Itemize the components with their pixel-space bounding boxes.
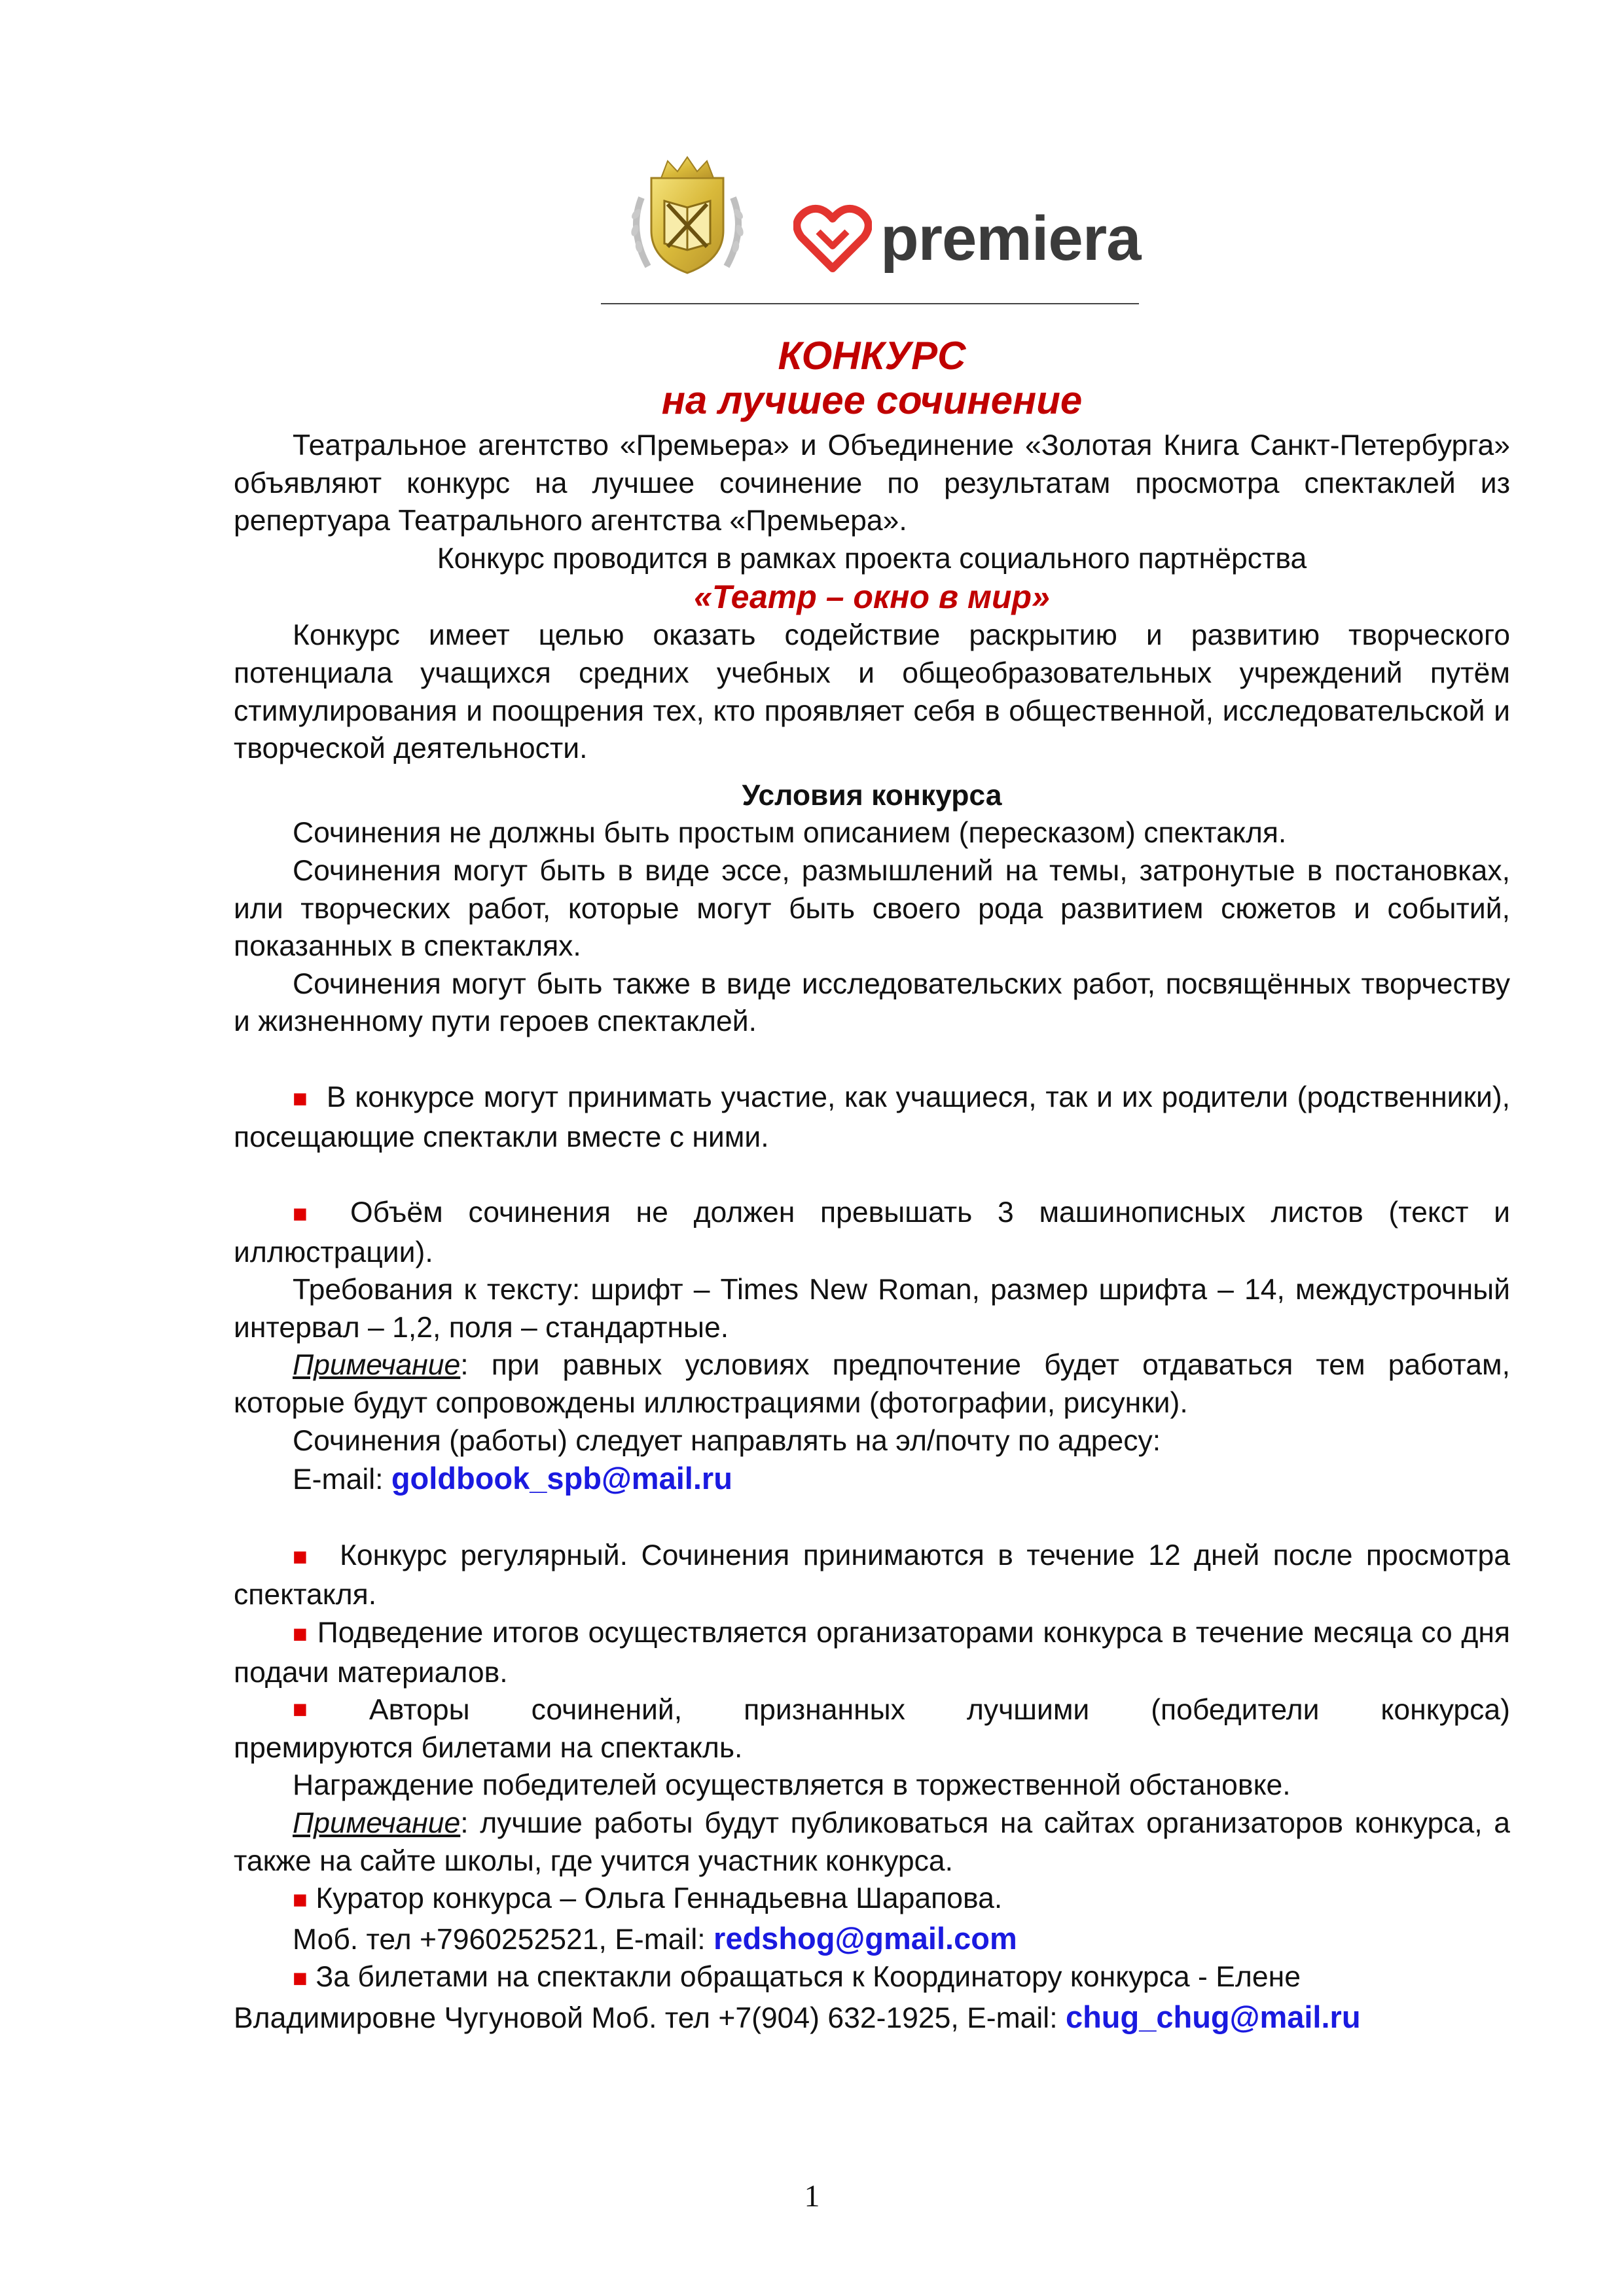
curator-email-link[interactable]: redshog@gmail.com	[713, 1920, 1017, 1956]
bullet-regular-text: Конкурс регулярный. Сочинения принимаются в течение 12 дней после просмотра спектакля.	[234, 1539, 1510, 1611]
email-label: E-mail:	[293, 1463, 391, 1496]
award-ceremony: Награждение победителей осуществляется в торжественной обстановке.	[293, 1769, 1291, 1802]
bullet-square-icon: ■	[293, 1696, 308, 1724]
conditions-heading: Условия конкурса	[742, 779, 1002, 812]
conditions-paragraph-2: Сочинения могут быть в виде эссе, размышлений на темы, затронутые в постановках, или творческих работ, которые могут быть своего рода развитием сюжетов и событий, показанных в спектаклях.	[234, 854, 1510, 963]
document-subtitle: на лучшее сочинение	[661, 378, 1083, 422]
winners-word: сочинений,	[531, 1694, 683, 1727]
bullet-results-text: Подведение итогов осуществляется организаторами конкурса в течение месяца со дня подачи материалов.	[234, 1617, 1510, 1689]
document-title: КОНКУРС	[778, 334, 966, 378]
note-text: : лучшие работы будут публиковаться на сайтах организаторов конкурса, а также на сайте школы, где учится участник конкурса.	[234, 1807, 1510, 1877]
bullet-winners-rest: премируются билетами на спектакль.	[234, 1731, 743, 1764]
bullet-square-icon: ■	[293, 1085, 309, 1113]
bullet-regular	[234, 1537, 1510, 1614]
winners-word: лучшими	[966, 1694, 1090, 1727]
header-divider	[601, 303, 1139, 304]
bullet-winners	[234, 1691, 1510, 1767]
header-logos	[622, 152, 1146, 283]
note-publication	[234, 1804, 1510, 1880]
text-requirements: Требования к тексту: шрифт – Times New Roman, размер шрифта – 14, междустрочный интервал – 1,2, поля – стандартные.	[234, 1274, 1510, 1344]
conditions-paragraph-1: Сочинения не должны быть простым описанием (пересказом) спектакля.	[293, 817, 1287, 850]
curator-line	[234, 1880, 1510, 1920]
submission-email-link[interactable]: goldbook_spb@mail.ru	[391, 1461, 732, 1496]
conditions-paragraph-3: Сочинения могут быть также в виде исследовательских работ, посвящённых творчеству и жизненному пути героев спектаклей.	[234, 967, 1510, 1038]
curator-contact-text: Моб. тел +7960252521, E-mail:	[293, 1923, 714, 1956]
premiera-logo	[793, 203, 1147, 275]
note-label: Примечание	[293, 1349, 461, 1382]
curator-text: Куратор конкурса – Ольга Геннадьевна Шарапова.	[316, 1882, 1003, 1915]
document-body	[234, 334, 1510, 2037]
bullet-volume-text: Объём сочинения не должен превышать 3 машинописных листов (текст и иллюстрации).	[234, 1196, 1511, 1268]
winners-word: признанных	[744, 1694, 905, 1727]
bullet-square-icon: ■	[293, 1886, 308, 1914]
intro-paragraph-1: Театральное агентство «Премьера» и Объединение «Золотая Книга Санкт-Петербурга» объявляют конкурс на лучшее сочинение по результатам просмотра спектаклей из репертуара Театрального агентства «Премьера».	[234, 429, 1510, 537]
coordinator-email-link[interactable]: chug_chug@mail.ru	[1065, 1999, 1361, 2034]
bullet-winners-first-line	[234, 1691, 1510, 1729]
bullet-volume	[234, 1194, 1510, 1271]
winners-word: Авторы	[369, 1694, 470, 1727]
bullet-participants-text: В конкурсе могут принимать участие, как учащиеся, так и их родители (родственники), посещающие спектакли вместе с ними.	[234, 1081, 1511, 1153]
bullet-square-icon: ■	[293, 1543, 314, 1571]
intro-paragraph-3: Конкурс имеет целью оказать содействие раскрытию и развитию творческого потенциала учащихся средних учебных и общеобразовательных учреждений путём стимулирования и поощрения тех, кто проявляет себя в общественной, исследовательской и творческой деятельности.	[234, 619, 1510, 765]
curator-contact-line	[234, 1920, 1510, 1959]
bullet-participants	[234, 1079, 1510, 1156]
bullet-square-icon: ■	[293, 1200, 325, 1229]
bullet-results	[234, 1614, 1510, 1691]
coordinator-text: За билетами на спектакли обращаться к Координатору конкурса - Елене Владимировне Чугуновой Моб. тел +7(904) 632-1925, E-mail:	[234, 1961, 1301, 2034]
intro-paragraph-2: Конкурс проводится в рамках проекта социального партнёрства	[437, 542, 1307, 575]
submission-instructions: Сочинения (работы) следует направлять на эл/почту по адресу:	[293, 1424, 1161, 1457]
project-tagline: «Театр – окно в мир»	[694, 579, 1050, 616]
winners-word: конкурса)	[1380, 1694, 1510, 1727]
note-illustrations	[234, 1346, 1510, 1422]
winners-word: (победители	[1151, 1694, 1320, 1727]
note-text: : при равных условиях предпочтение будет отдаваться тем работам, которые будут сопровождены иллюстрациями (фотографии, рисунки).	[234, 1349, 1510, 1420]
note-label: Примечание	[293, 1807, 461, 1839]
premiera-logo-text: premiera	[880, 204, 1141, 274]
bullet-square-icon: ■	[293, 1965, 308, 1993]
coordinator-line	[234, 1958, 1510, 2037]
golden-book-emblem-icon	[622, 152, 753, 283]
submission-email-line	[234, 1460, 1510, 1499]
bullet-square-icon: ■	[293, 1621, 309, 1649]
premiera-heart-icon	[793, 203, 872, 275]
page-number: 1	[804, 2179, 820, 2214]
